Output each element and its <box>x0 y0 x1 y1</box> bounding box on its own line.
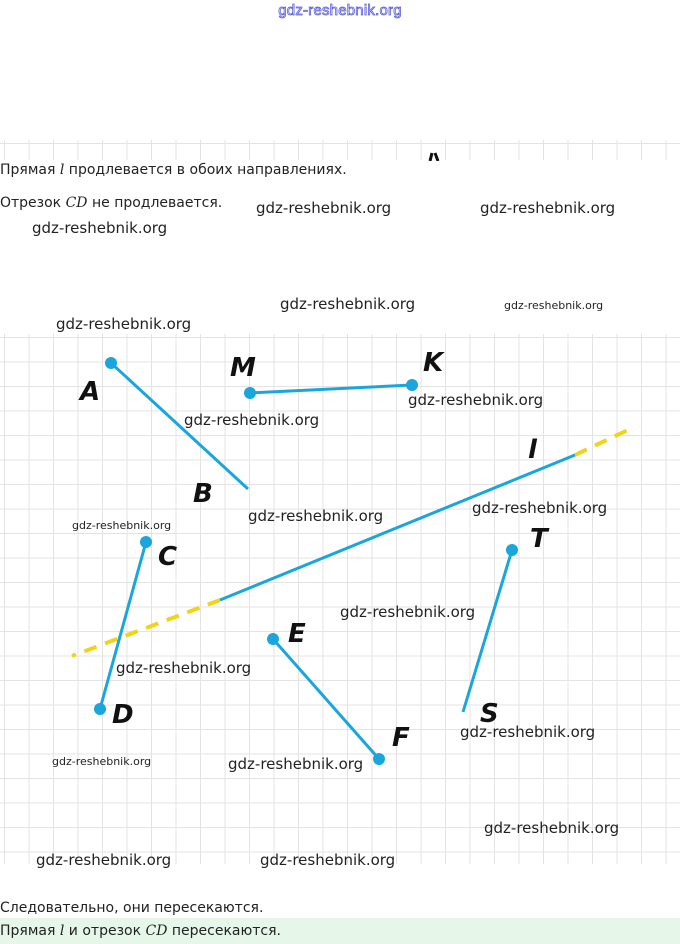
watermark: gdz-reshebnik.org <box>56 315 192 333</box>
line-l <box>220 455 575 600</box>
watermark: gdz-reshebnik.org <box>184 411 320 429</box>
segment-mk <box>250 385 412 393</box>
watermark: gdz-reshebnik.org <box>260 851 396 869</box>
point-f <box>373 753 385 765</box>
line1-text-end: продлевается в обоих направлениях. <box>64 162 347 178</box>
answer-text-end: пересекаются. <box>167 923 281 939</box>
label-f: F <box>392 723 410 753</box>
label-s: S <box>480 699 499 729</box>
watermark: gdz-reshebnik.org <box>340 603 476 621</box>
label-d: D <box>112 700 134 730</box>
watermark: gdz-reshebnik.org <box>504 299 604 312</box>
line2-text-start: Отрезок <box>0 195 66 211</box>
conclusion-text: Следовательно, они пересекаются. <box>0 900 264 916</box>
point-m <box>244 387 256 399</box>
watermark: gdz-reshebnik.org <box>248 507 384 525</box>
watermark: gdz-reshebnik.org <box>256 199 392 217</box>
label-m: M <box>230 353 256 383</box>
explanation-line-1 <box>0 162 347 178</box>
point-c <box>140 536 152 548</box>
segment-ef <box>273 639 379 759</box>
line-l-extension-left <box>72 600 220 656</box>
answer-var-cd: CD <box>145 923 168 939</box>
segment-ts <box>463 550 512 712</box>
watermark: gdz-reshebnik.org <box>472 499 608 517</box>
watermark: gdz-reshebnik.org <box>72 519 172 532</box>
point-k <box>406 379 418 391</box>
geometry-diagram <box>0 330 680 870</box>
cropped-label-fragment <box>428 146 442 160</box>
label-a: A <box>80 377 101 407</box>
line2-text-end: не продлевается. <box>87 195 223 211</box>
watermark: gdz-reshebnik.org <box>32 219 168 237</box>
point-e <box>267 633 279 645</box>
watermark: gdz-reshebnik.org <box>484 819 620 837</box>
watermark: gdz-reshebnik.org <box>408 391 544 409</box>
watermark: gdz-reshebnik.org <box>480 199 616 217</box>
watermark: gdz-reshebnik.org <box>52 755 152 768</box>
label-c: C <box>158 542 178 572</box>
line1-var-l: l <box>59 162 65 178</box>
answer-var-l: l <box>59 923 65 939</box>
explanation-line-2 <box>0 195 222 211</box>
answer-text-mid: и отрезок <box>64 923 146 939</box>
point-t <box>506 544 518 556</box>
line-l-extension-right <box>575 429 630 455</box>
watermark: gdz-reshebnik.org <box>280 295 416 313</box>
watermark: gdz-reshebnik.org <box>36 851 172 869</box>
label-l: l <box>528 435 537 465</box>
answer-text-start: Прямая <box>0 923 60 939</box>
site-header-watermark: gdz-reshebnik.org <box>278 2 402 19</box>
label-t: T <box>530 524 548 554</box>
segment-cd <box>100 542 146 709</box>
line1-text-start: Прямая <box>0 162 60 178</box>
label-e: E <box>288 619 306 649</box>
watermark: gdz-reshebnik.org <box>116 659 252 677</box>
watermark: gdz-reshebnik.org <box>228 755 364 773</box>
answer-text <box>0 923 281 939</box>
label-b: B <box>193 479 213 509</box>
point-d <box>94 703 106 715</box>
point-a <box>105 357 117 369</box>
label-k: K <box>423 348 444 378</box>
watermark: gdz-reshebnik.org <box>460 723 596 741</box>
line2-var-cd: CD <box>65 195 88 211</box>
top-grid-strip <box>0 140 680 160</box>
